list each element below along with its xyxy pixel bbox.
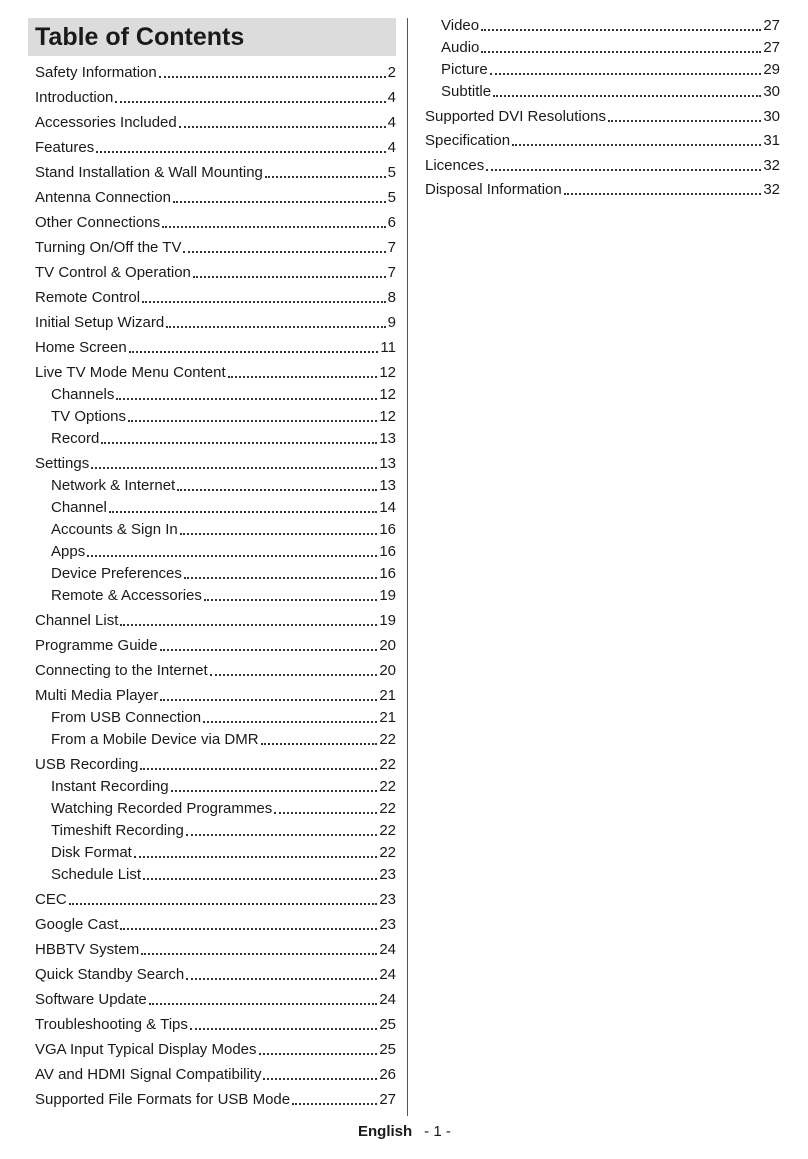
toc-dot-leader <box>186 833 377 836</box>
toc-entry[interactable] <box>28 630 396 655</box>
toc-entry-page: 13 <box>379 430 396 447</box>
toc-entry-label: Specification <box>425 132 511 149</box>
toc-entry[interactable] <box>28 796 396 818</box>
toc-dot-leader <box>162 225 386 228</box>
toc-entry-label: AV and HDMI Signal Compatibility <box>35 1066 262 1083</box>
toc-entry-label: Channel List <box>35 612 119 629</box>
toc-entry-label: Troubleshooting & Tips <box>35 1016 188 1033</box>
toc-dot-leader <box>481 50 761 53</box>
toc-entry[interactable] <box>28 357 396 382</box>
toc-entry-page: 16 <box>379 543 396 560</box>
toc-dot-leader <box>184 576 377 579</box>
toc-entry[interactable] <box>28 448 396 473</box>
footer-language: English <box>358 1123 413 1140</box>
toc-dot-leader <box>140 767 377 770</box>
toc-entry[interactable] <box>28 984 396 1009</box>
toc-entry-label: Remote Control <box>35 289 141 306</box>
toc-dot-leader <box>493 94 761 97</box>
toc-entry-label: Device Preferences <box>51 565 182 582</box>
toc-entry-label: HBBTV System <box>35 941 140 958</box>
toc-entry-page: 24 <box>379 991 396 1008</box>
toc-entry-label: Introduction <box>35 89 114 106</box>
toc-entry[interactable] <box>28 561 396 583</box>
toc-entry-label: Network & Internet <box>51 477 176 494</box>
toc-entry[interactable] <box>424 13 780 35</box>
toc-entry-page: 12 <box>379 364 396 381</box>
toc-entry-label: TV Options <box>51 408 127 425</box>
toc-entry-page: 19 <box>379 587 396 604</box>
toc-dot-leader <box>120 623 377 626</box>
toc-dot-leader <box>180 532 378 535</box>
toc-entry[interactable] <box>28 934 396 959</box>
toc-dot-leader <box>160 648 378 651</box>
toc-entry[interactable] <box>28 157 396 182</box>
toc-dot-leader <box>120 927 377 930</box>
toc-entry-label: Quick Standby Search <box>35 966 185 983</box>
toc-dot-leader <box>109 510 377 513</box>
toc-dot-leader <box>259 1052 378 1055</box>
toc-entry-page: 27 <box>763 17 780 34</box>
toc-entry-page: 8 <box>387 289 396 306</box>
toc-entry[interactable] <box>28 207 396 232</box>
toc-entry[interactable] <box>28 583 396 605</box>
toc-dot-leader <box>173 200 386 203</box>
toc-entry-label: Channel <box>51 499 107 516</box>
footer-page-number: - 1 - <box>424 1123 451 1140</box>
toc-entry[interactable] <box>28 495 396 517</box>
toc-dot-leader <box>608 119 761 122</box>
toc-entry-page: 2 <box>387 64 396 81</box>
toc-entry-label: Disposal Information <box>425 181 562 198</box>
toc-dot-leader <box>186 977 377 980</box>
toc-entry-page: 7 <box>387 264 396 281</box>
toc-dot-leader <box>101 441 377 444</box>
toc-entry-label: Instant Recording <box>51 778 169 795</box>
toc-entry-page: 23 <box>379 866 396 883</box>
toc-entry[interactable] <box>28 539 396 561</box>
toc-entry-page: 20 <box>379 637 396 654</box>
toc-dot-leader <box>203 720 377 723</box>
toc-entry-page: 24 <box>379 966 396 983</box>
toc-entry-label: Other Connections <box>35 214 161 231</box>
toc-entry-page: 21 <box>379 687 396 704</box>
toc-entry-page: 23 <box>379 916 396 933</box>
toc-dot-leader <box>91 466 377 469</box>
toc-entry-page: 22 <box>379 800 396 817</box>
toc-dot-leader <box>96 150 385 153</box>
toc-entry-page: 16 <box>379 521 396 538</box>
toc-entry-page: 25 <box>379 1016 396 1033</box>
toc-entry[interactable] <box>28 232 396 257</box>
toc-entry[interactable] <box>28 749 396 774</box>
toc-dot-leader <box>177 488 377 491</box>
title-banner <box>28 18 396 56</box>
toc-entry[interactable] <box>28 332 396 357</box>
toc-dot-leader <box>210 673 378 676</box>
toc-dot-leader <box>183 250 385 253</box>
toc-dot-leader <box>69 902 378 905</box>
toc-entry[interactable] <box>28 307 396 332</box>
toc-dot-leader <box>87 554 377 557</box>
toc-dot-leader <box>128 419 377 422</box>
toc-entry[interactable] <box>424 79 780 101</box>
toc-entry[interactable] <box>28 57 396 82</box>
toc-dot-leader <box>486 168 761 171</box>
toc-entry-page: 4 <box>387 139 396 156</box>
toc-dot-leader <box>134 855 377 858</box>
toc-entry-label: Initial Setup Wizard <box>35 314 165 331</box>
toc-entry[interactable] <box>424 101 780 126</box>
toc-dot-leader <box>292 1102 377 1105</box>
toc-entry[interactable] <box>28 1084 396 1109</box>
toc-entry-page: 19 <box>379 612 396 629</box>
toc-dot-leader <box>116 397 377 400</box>
toc-entry-page: 13 <box>379 477 396 494</box>
toc-entry-label: Licences <box>425 156 485 174</box>
toc-entry-page: 27 <box>379 1091 396 1108</box>
toc-entry-label: Connecting to the Internet <box>35 662 208 679</box>
toc-dot-leader <box>204 598 377 601</box>
toc-dot-leader <box>160 698 377 701</box>
toc-entry-label: USB Recording <box>35 756 139 773</box>
toc-dot-leader <box>263 1077 377 1080</box>
toc-dot-leader <box>261 742 378 745</box>
toc-dot-leader <box>143 877 377 880</box>
toc-entry-label: Live TV Mode Menu Content <box>35 364 226 381</box>
toc-entry-label: Channels <box>51 386 115 403</box>
toc-entry[interactable] <box>28 1059 396 1084</box>
toc-entry-page: 9 <box>387 314 396 331</box>
toc-entry[interactable] <box>28 655 396 680</box>
toc-entry[interactable] <box>28 909 396 934</box>
toc-entry[interactable] <box>28 426 396 448</box>
toc-entry-page: 6 <box>387 214 396 231</box>
toc-entry[interactable] <box>28 727 396 749</box>
toc-entry-page: 22 <box>379 822 396 839</box>
toc-entry-page: 32 <box>763 156 780 174</box>
page-title: Table of Contents <box>35 22 245 51</box>
toc-entry[interactable] <box>28 182 396 207</box>
toc-entry-label: From USB Connection <box>51 709 202 726</box>
toc-entry[interactable] <box>424 150 780 175</box>
toc-entry-page: 21 <box>379 709 396 726</box>
toc-entry-label: Home Screen <box>35 339 127 356</box>
toc-dot-leader <box>129 350 379 353</box>
toc-entry-page: 12 <box>379 408 396 425</box>
toc-entry-label: Apps <box>51 543 86 560</box>
toc-entry-page: 30 <box>763 107 780 125</box>
toc-entry[interactable] <box>28 257 396 282</box>
toc-entry-page: 32 <box>763 181 780 198</box>
toc-entry[interactable] <box>28 705 396 727</box>
toc-entry-page: 24 <box>379 941 396 958</box>
toc-dot-leader <box>166 325 385 328</box>
toc-entry[interactable] <box>28 282 396 307</box>
toc-entry-page: 12 <box>379 386 396 403</box>
toc-entry-label: Accounts & Sign In <box>51 521 178 538</box>
toc-entry[interactable] <box>28 774 396 796</box>
toc-entry-label: Video <box>441 17 480 34</box>
toc-list-left <box>28 57 396 1109</box>
toc-entry-label: Accessories Included <box>35 114 177 131</box>
toc-entry[interactable] <box>28 382 396 404</box>
toc-dot-leader <box>171 789 378 792</box>
toc-entry-label: Timeshift Recording <box>51 822 184 839</box>
toc-entry-page: 22 <box>379 731 396 748</box>
toc-entry-label: From a Mobile Device via DMR <box>51 731 259 748</box>
toc-entry[interactable] <box>424 126 780 151</box>
toc-entry[interactable] <box>28 862 396 884</box>
toc-entry-label: VGA Input Typical Display Modes <box>35 1041 257 1058</box>
toc-entry-page: 23 <box>379 891 396 908</box>
toc-dot-leader <box>564 192 762 195</box>
toc-dot-leader <box>274 811 377 814</box>
toc-entry-label: Software Update <box>35 991 147 1008</box>
toc-entry-page: 25 <box>379 1041 396 1058</box>
toc-entry-label: Audio <box>441 39 480 56</box>
toc-entry-label: Supported DVI Resolutions <box>425 107 606 125</box>
toc-entry-label: Schedule List <box>51 866 142 883</box>
toc-entry[interactable] <box>28 1009 396 1034</box>
toc-entry-label: Remote & Accessories <box>51 587 202 604</box>
toc-entry-label: Multi Media Player <box>35 687 159 704</box>
toc-dot-leader <box>265 175 386 178</box>
column-divider <box>407 18 408 1116</box>
toc-entry-label: TV Control & Operation <box>35 264 191 281</box>
toc-entry-label: Subtitle <box>441 83 492 100</box>
toc-entry-page: 22 <box>379 756 396 773</box>
toc-entry[interactable] <box>28 884 396 909</box>
toc-entry-label: Disk Format <box>51 844 132 861</box>
toc-entry[interactable] <box>28 818 396 840</box>
page-footer <box>358 1123 451 1140</box>
toc-entry[interactable] <box>28 107 396 132</box>
toc-left-column <box>28 18 396 1109</box>
toc-entry-label: Programme Guide <box>35 637 158 654</box>
toc-entry-page: 22 <box>379 844 396 861</box>
toc-dot-leader <box>190 1027 377 1030</box>
toc-entry-page: 31 <box>763 132 780 149</box>
toc-dot-leader <box>115 100 385 103</box>
toc-entry-page: 20 <box>379 662 396 679</box>
toc-entry-page: 29 <box>763 61 780 78</box>
toc-dot-leader <box>490 72 762 75</box>
toc-dot-leader <box>193 275 386 278</box>
toc-entry[interactable] <box>424 175 780 200</box>
toc-entry-label: Antenna Connection <box>35 189 171 206</box>
toc-entry-label: Watching Recorded Programmes <box>51 800 273 817</box>
toc-entry-label: CEC <box>35 891 67 908</box>
toc-entry-page: 22 <box>379 778 396 795</box>
toc-dot-leader <box>149 1002 378 1005</box>
toc-entry-label: Features <box>35 139 95 156</box>
toc-entry-page: 5 <box>387 164 396 181</box>
toc-entry-page: 7 <box>387 239 396 256</box>
toc-entry[interactable] <box>424 57 780 79</box>
toc-entry[interactable] <box>28 517 396 539</box>
toc-entry-label: Google Cast <box>35 916 119 933</box>
toc-entry-label: Safety Information <box>35 64 157 81</box>
toc-dot-leader <box>512 143 761 146</box>
toc-entry[interactable] <box>28 132 396 157</box>
toc-entry[interactable] <box>28 82 396 107</box>
toc-entry-label: Supported File Formats for USB Mode <box>35 1091 291 1108</box>
toc-entry[interactable] <box>28 473 396 495</box>
toc-entry-page: 16 <box>379 565 396 582</box>
toc-entry[interactable] <box>28 680 396 705</box>
toc-entry-page: 4 <box>387 114 396 131</box>
toc-entry[interactable] <box>28 840 396 862</box>
toc-right-column <box>424 13 780 199</box>
toc-entry-page: 26 <box>379 1066 396 1083</box>
toc-list-right <box>424 13 780 199</box>
toc-dot-leader <box>159 75 386 78</box>
toc-entry[interactable] <box>28 1034 396 1059</box>
toc-dot-leader <box>141 952 377 955</box>
toc-entry-label: Stand Installation & Wall Mounting <box>35 164 263 181</box>
toc-dot-leader <box>228 375 378 378</box>
toc-entry-page: 13 <box>379 455 396 472</box>
toc-entry[interactable] <box>28 959 396 984</box>
toc-dot-leader <box>179 125 386 128</box>
toc-dot-leader <box>481 28 761 31</box>
toc-entry[interactable] <box>28 404 396 426</box>
toc-entry-page: 30 <box>763 83 780 100</box>
toc-entry-label: Turning On/Off the TV <box>35 239 182 256</box>
toc-entry[interactable] <box>28 605 396 630</box>
toc-entry-label: Settings <box>35 455 90 472</box>
toc-entry-page: 27 <box>763 39 780 56</box>
toc-entry-label: Record <box>51 430 100 447</box>
toc-entry-label: Picture <box>441 61 488 78</box>
toc-entry-page: 5 <box>387 189 396 206</box>
toc-dot-leader <box>142 300 386 303</box>
toc-entry-page: 4 <box>387 89 396 106</box>
toc-entry[interactable] <box>424 35 780 57</box>
toc-entry-page: 14 <box>379 499 396 516</box>
toc-entry-page: 11 <box>380 339 396 356</box>
